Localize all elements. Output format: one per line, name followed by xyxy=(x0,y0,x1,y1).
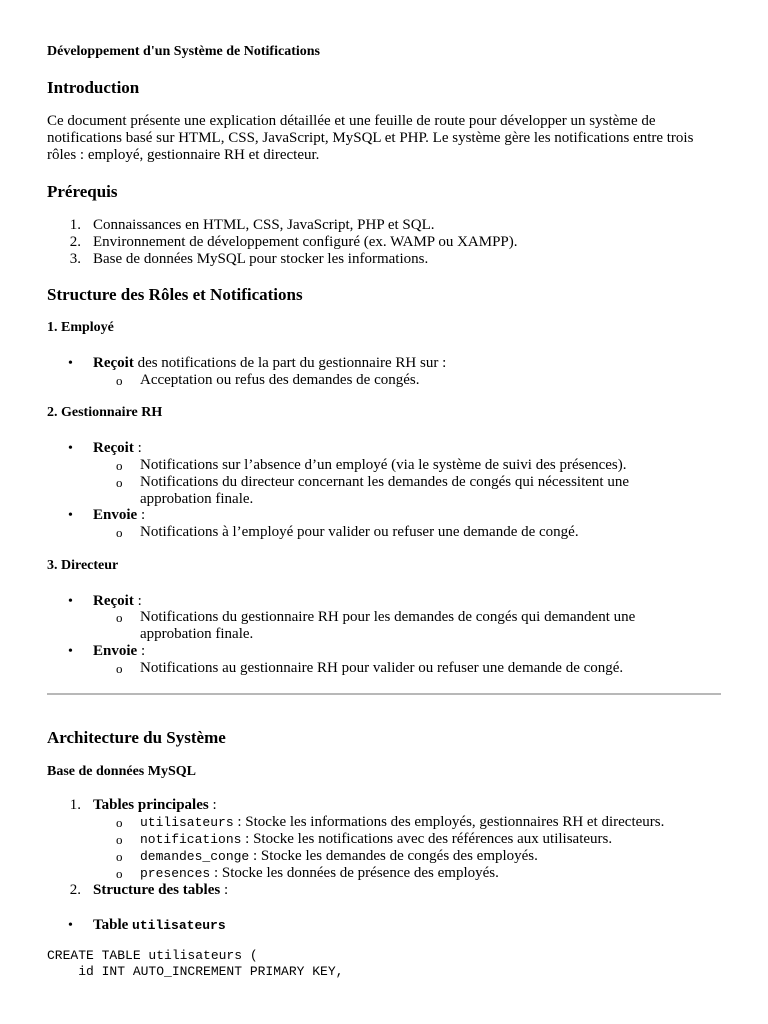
table-desc: : Stocke les données de présence des employés. xyxy=(210,865,499,881)
rh-envoie-sub-item: Notifications à l’employé pour valider ou refuser une demande de congé. xyxy=(140,524,579,540)
structure-tables-label: Structure des tables xyxy=(93,882,221,898)
table-item xyxy=(140,831,612,848)
directeur-envoie-sub-item: Notifications au gestionnaire RH pour valider ou refuser une demande de congé. xyxy=(140,660,624,676)
list-number: 3. xyxy=(69,251,81,267)
tables-principales-label: Tables principales xyxy=(93,797,209,813)
intro-heading: Introduction xyxy=(47,78,140,97)
document-title: Développement d'un Système de Notifications xyxy=(47,44,320,59)
recoit-text: : xyxy=(133,440,142,456)
architecture-heading: Architecture du Système xyxy=(47,728,226,747)
bullet-icon: • xyxy=(68,356,73,371)
code-line: CREATE TABLE utilisateurs ( xyxy=(47,948,258,963)
recoit-text: des notifications de la part du gestionnaire RH sur : xyxy=(133,355,447,371)
directeur-recoit-line xyxy=(93,593,142,610)
circle-bullet-icon: o xyxy=(116,525,123,540)
envoie-text: : xyxy=(137,643,146,659)
table-name: utilisateurs xyxy=(140,815,234,830)
recoit-label: Reçoit xyxy=(93,355,134,371)
directeur-envoie-line xyxy=(93,643,145,660)
intro-paragraph: Ce document présente une explication détaillée et une feuille de route pour développer un système de notifications basé sur HTML, CSS, JavaScript, MySQL et PHP. Le système gère les notifications entre trois rôles : employé, gestionnaire RH et directeur. xyxy=(47,113,694,163)
rh-envoie-line xyxy=(93,507,145,524)
circle-bullet-icon: o xyxy=(116,610,123,625)
table-desc: : Stocke les demandes de congés des employés. xyxy=(249,848,538,864)
prereq-text: Connaissances en HTML, CSS, JavaScript, PHP et SQL. xyxy=(93,217,435,233)
employe-recoit-line xyxy=(93,355,446,372)
table-item xyxy=(140,865,499,882)
circle-bullet-icon: o xyxy=(116,866,123,881)
envoie-text: : xyxy=(137,507,146,523)
structure-tables-suffix: : xyxy=(220,882,229,898)
circle-bullet-icon: o xyxy=(116,832,123,847)
table-label: Table xyxy=(93,917,133,933)
table-item xyxy=(140,814,664,831)
tables-principales-line xyxy=(93,797,217,814)
recoit-text: : xyxy=(133,593,142,609)
directeur-recoit-sub-item-cont: approbation finale. xyxy=(140,626,254,642)
bullet-icon: • xyxy=(68,508,73,523)
bullet-icon: • xyxy=(68,918,73,933)
code-line: id INT AUTO_INCREMENT PRIMARY KEY, xyxy=(47,964,344,979)
list-number: 1. xyxy=(69,797,81,813)
employe-heading: 1. Employé xyxy=(47,320,114,335)
table-item xyxy=(140,848,538,865)
tables-principales-suffix: : xyxy=(208,797,217,813)
circle-bullet-icon: o xyxy=(116,815,123,830)
table-name: demandes_conge xyxy=(140,849,250,864)
envoie-label: Envoie xyxy=(93,507,138,523)
circle-bullet-icon: o xyxy=(116,475,123,490)
structure-tables-line xyxy=(93,882,228,899)
table-utilisateurs-line xyxy=(93,917,226,934)
db-heading: Base de données MySQL xyxy=(47,764,196,779)
envoie-label: Envoie xyxy=(93,643,138,659)
rh-recoit-sub-item-cont: approbation finale. xyxy=(140,491,254,507)
directeur-recoit-sub-item: Notifications du gestionnaire RH pour les demandes de congés qui demandent une xyxy=(140,609,636,625)
table-desc: : Stocke les informations des employés, gestionnaires RH et directeurs. xyxy=(233,814,665,830)
bullet-icon: • xyxy=(68,594,73,609)
horizontal-divider xyxy=(47,693,721,695)
bullet-icon: • xyxy=(68,644,73,659)
rh-heading: 2. Gestionnaire RH xyxy=(47,405,163,420)
list-number: 2. xyxy=(69,234,81,250)
prereq-text: Environnement de développement configuré (ex. WAMP ou XAMPP). xyxy=(93,234,518,250)
bullet-icon: • xyxy=(68,441,73,456)
rh-recoit-line xyxy=(93,440,142,457)
roles-heading: Structure des Rôles et Notifications xyxy=(47,285,303,304)
rh-recoit-sub-item: Notifications du directeur concernant les demandes de congés qui nécessitent une xyxy=(140,474,629,490)
table-name: presences xyxy=(140,866,211,881)
rh-recoit-sub-item: Notifications sur l’absence d’un employé (via le système de suivi des présences). xyxy=(140,457,627,473)
directeur-heading: 3. Directeur xyxy=(47,558,119,573)
circle-bullet-icon: o xyxy=(116,373,123,388)
table-name: notifications xyxy=(140,832,242,847)
circle-bullet-icon: o xyxy=(116,458,123,473)
prereq-text: Base de données MySQL pour stocker les informations. xyxy=(93,251,429,267)
prereq-heading: Prérequis xyxy=(47,182,118,201)
recoit-label: Reçoit xyxy=(93,440,134,456)
recoit-label: Reçoit xyxy=(93,593,134,609)
list-number: 1. xyxy=(69,217,81,233)
table-name: utilisateurs xyxy=(132,918,226,933)
table-desc: : Stocke les notifications avec des références aux utilisateurs. xyxy=(241,831,613,847)
list-number: 2. xyxy=(69,882,81,898)
circle-bullet-icon: o xyxy=(116,849,123,864)
employe-sub-item: Acceptation ou refus des demandes de congés. xyxy=(140,372,420,388)
circle-bullet-icon: o xyxy=(116,661,123,676)
